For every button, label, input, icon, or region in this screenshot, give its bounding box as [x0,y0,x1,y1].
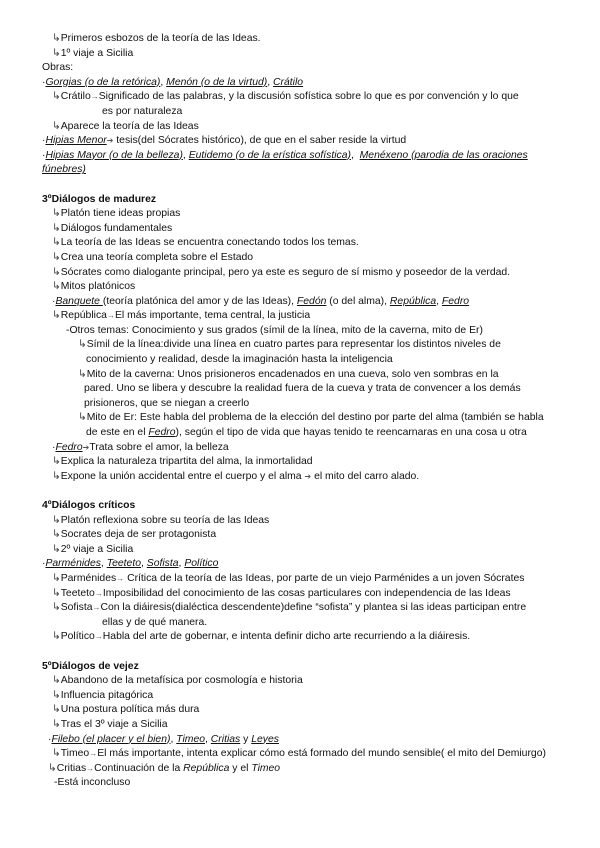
arrow-icon: → [89,749,98,759]
list-item: -Otros temas: Conocimiento y sus grados (símil de la línea, mito de la caverna, mito de Er) [66,324,483,336]
works-line: ·Hipias Mayor (o de la belleza), Eutidemo (o de la erística sofística), Menéxeno (parodia de las oraciones [42,149,528,161]
arrow-icon: ➔ [304,471,312,481]
work-title: Hipias Mayor (o de la belleza) [45,149,183,161]
arrow-icon: ➔ [106,136,114,146]
work-title: Crátilo [273,76,304,88]
list-item-cont: ellas y de qué manera. [102,616,208,628]
list-item-cont: de este en el Fedro), según el tipo de vida que hayas tenido te reencarnaras en una cosa u otra [86,427,527,439]
list-item: ↳Abandono de la metafísica por cosmología e historia [52,675,303,687]
list-item: ↳Una postura política más dura [52,704,200,716]
works-line: ·Gorgias (o de la retórica), Menón (o de la virtud), Crátilo [42,76,304,88]
section-heading: 3ºDiálogos de madurez [42,193,157,205]
list-item: ↳Aparece la teoría de las Ideas [52,120,199,132]
list-item: -Está inconcluso [54,777,131,789]
work-title: Filebo (el placer y el bien) [51,733,171,745]
bullet-icon: ↳ [52,718,61,730]
list-item: ↳Socrates deja de ser protagonista [52,529,217,541]
work-title: Sofista [146,558,179,570]
arrow-icon: → [116,573,125,583]
work-title: Teeteto [106,558,141,570]
bullet-icon: ↳ [52,602,61,614]
bullet-icon: ↳ [52,266,61,278]
bullet-icon: ↳ [52,91,61,103]
arrow-icon: → [86,763,95,773]
list-item: ↳Mitos platónicos [52,281,136,293]
bullet-icon: ↳ [52,529,61,541]
list-item: ↳Sócrates como dialogante principal, pero ya este es seguro de sí mismo y poseedor de la verdad. [52,266,511,278]
works-line: ·Filebo (el placer y el bien), Timeo, Critias y Leyes [48,733,279,745]
bullet-icon: ↳ [52,33,61,44]
list-item: ↳Explica la naturaleza tripartita del alma, la inmortalidad [52,456,313,468]
bullet-icon: ↳ [52,675,61,687]
bullet-icon: ↳ [52,689,61,701]
section-heading: 4ºDiálogos críticos [42,500,136,511]
arrow-icon: ➔ [82,442,90,452]
list-item-cont: prisioneros, que se niegan a creerlo [84,397,250,409]
bullet-icon: ↳ [52,47,61,59]
bullet-icon: ↳ [78,339,87,351]
work-title: Eutidemo (o de la erística sofística) [188,149,351,161]
list-item: ↳República→El más importante, tema central, la justicia [52,310,311,322]
list-item: ↳La teoría de las Ideas se encuentra conectando todos los temas. [52,237,359,249]
bullet-icon: ↳ [78,368,87,380]
document-page [0,32,600,791]
works-line: ·Banquete (teoría platónica del amor y de las Ideas), Fedón (o del alma), República, Fedro [52,295,470,307]
works-line: ·Hipias Menor➔ tesis(del Sócrates histórico), de que en el saber reside la virtud [42,135,407,147]
list-item: ↳Timeo→El más importante, intenta explicar cómo está formado del mundo sensible( el mito del Demiurgo) [52,748,546,760]
list-item: ↳Político→Habla del arte de gobernar, e intenta definir dicho arte recurriendo a la diáiresis. [52,631,471,643]
list-item: ↳Sofista→Con la diáiresis(dialéctica descendente)define “sofista” y plantea si las ideas participan entre [52,602,527,614]
work-title: Fedón [296,295,327,307]
arrow-icon: → [94,588,103,598]
work-title: Gorgias (o de la retórica) [45,76,161,88]
list-item: ↳Crea una teoría completa sobre el Estado [52,251,254,263]
list-item: ↳Platón reflexiona sobre su teoría de las Ideas [52,514,270,526]
work-title: Menéxeno (parodia de las oraciones [359,149,528,161]
list-item: ↳Expone la unión accidental entre el cuerpo y el alma ➔ el mito del carro alado. [52,470,420,482]
list-item: ↳Mito de Er: Este habla del problema de la elección del destino por parte del alma (también se habla [78,412,544,424]
bullet-icon: ↳ [78,412,87,424]
work-title: Fedro [441,295,470,307]
bullet-icon: ↳ [52,208,61,220]
list-item-cont: conocimiento y realidad, desde la imaginación hasta la inteligencia [86,354,393,366]
works-line: ·Parménides, Teeteto, Sofista, Político [42,558,219,570]
bullet-icon: ↳ [52,237,61,249]
bullet-icon: ↳ [52,222,61,234]
bullet-icon: ↳ [52,514,61,526]
list-item: ↳Diálogos fundamentales [52,222,173,234]
work-title: República [389,295,437,307]
bullet-icon: ↳ [52,310,61,322]
work-title: Parménides [45,558,101,570]
work-title: Político [184,558,219,570]
bullet-icon: ↳ [52,704,61,716]
list-item: ↳1º viaje a Sicilia [52,47,134,59]
bullet-icon: ↳ [48,762,57,774]
list-item: ↳Tras el 3º viaje a Sicilia [52,718,168,730]
bullet-icon: ↳ [52,572,61,584]
work-title: Fedro [148,427,176,439]
list-item: ↳Primeros esbozos de la teoría de las Ideas. [52,33,261,44]
works-line: ·Fedro➔Trata sobre el amor, la belleza [52,441,229,453]
arrow-icon: → [106,311,115,321]
list-item: ↳Mito de la caverna: Unos prisioneros encadenados en una cueva, solo ven sombras en la [78,368,499,380]
list-item: ↳Símil de la línea:divide una línea en cuatro partes para representar los distintos niveles de [78,339,501,351]
bullet-icon: ↳ [52,120,61,132]
bullet-icon: ↳ [52,748,61,760]
work-title: Leyes [251,733,279,745]
bullet-icon: ↳ [52,281,61,293]
list-item-cont: es por naturaleza [102,105,183,117]
section-heading: 5ºDiálogos de vejez [42,660,139,672]
arrow-icon: → [92,603,101,613]
list-item: ↳Crátilo→Significado de las palabras, y la discusión sofística sobre lo que es por convención y lo que [52,91,519,103]
bullet-icon: ↳ [52,456,61,468]
list-item: ↳Influencia pitagórica [52,689,154,701]
work-title: Timeo [176,733,206,745]
list-item: ↳Critias→Continuación de la República y el Timeo [48,762,281,774]
list-item: ↳Parménides→ Crítica de la teoría de las Ideas, por parte de un viejo Parménides a un joven Sócrates [52,572,525,584]
work-title: Banquete [55,295,103,307]
works-line-cont: fúnebres) [42,164,86,176]
list-item: ↳2º viaje a Sicilia [52,543,134,555]
work-title: Menón (o de la virtud) [166,76,268,88]
obras-label: Obras: [42,62,74,74]
list-item-cont: pared. Uno se libera y descubre la realidad fuera de la cueva y trata de convencer a los demás [84,383,521,395]
bullet-icon: ↳ [52,587,61,599]
work-title: Hipias Menor [45,135,107,147]
arrow-icon: → [90,92,99,102]
list-item: ↳Platón tiene ideas propias [52,208,181,220]
bullet-icon: ↳ [52,470,61,482]
arrow-icon: → [94,632,103,642]
work-title: Critias [210,733,241,745]
bullet-icon: ↳ [52,543,61,555]
work-title: Fedro [55,441,83,453]
bullet-icon: ↳ [52,251,61,263]
bullet-icon: ↳ [52,631,61,643]
list-item: ↳Teeteto→Imposibilidad del conocimiento de las cosas particulares con independencia de las Ideas [52,587,511,599]
